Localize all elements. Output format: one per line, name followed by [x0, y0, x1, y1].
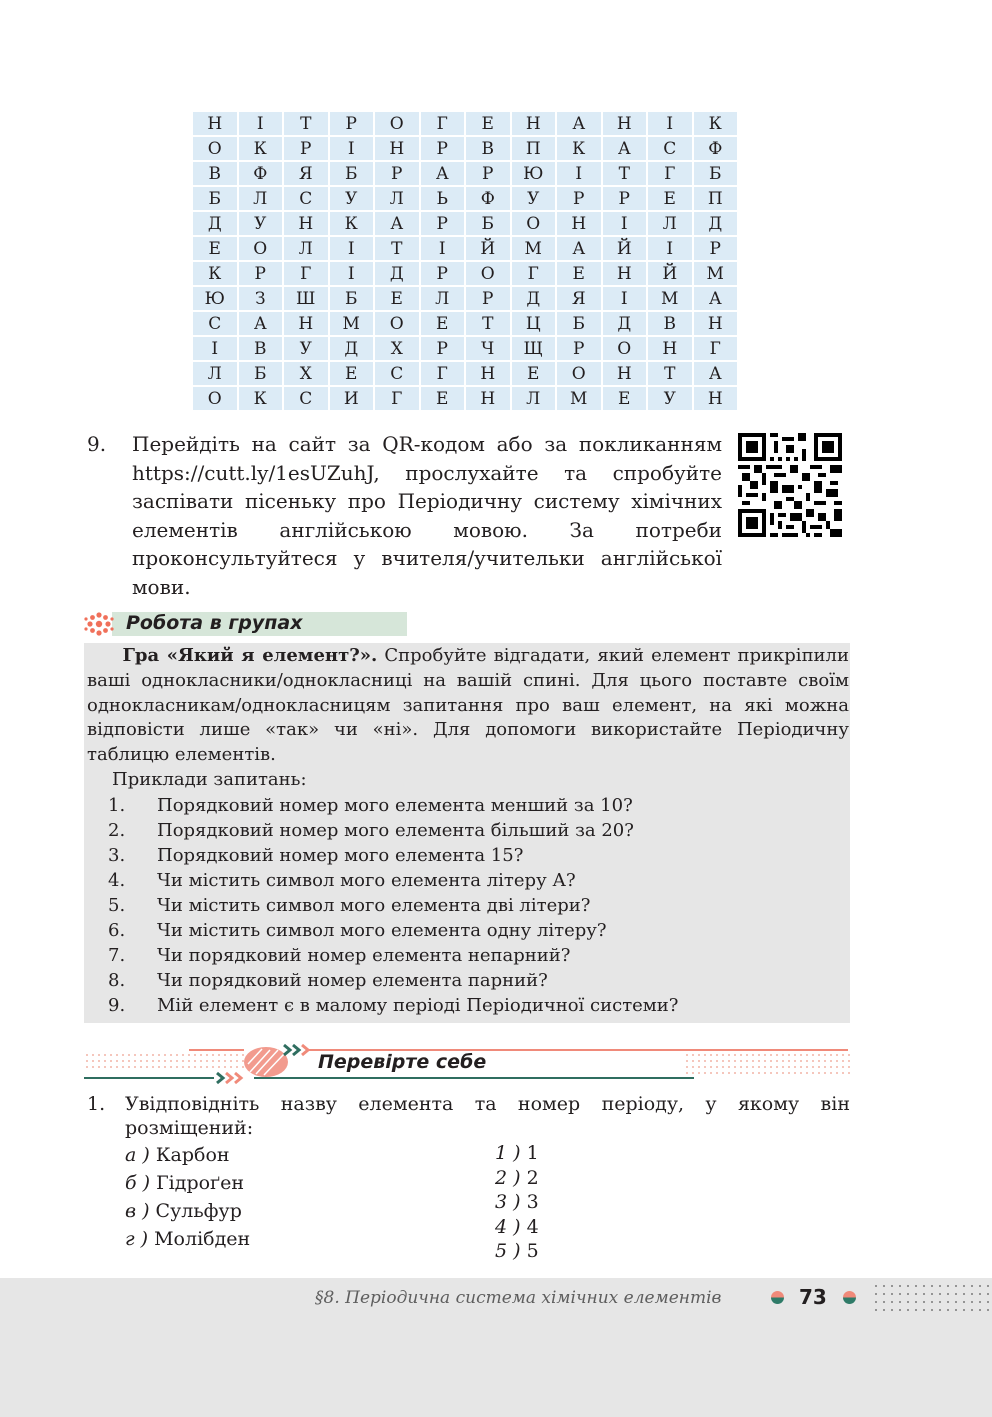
grid-cell: І: [239, 112, 283, 135]
grid-cell: Я: [284, 162, 328, 185]
grid-cell: Р: [466, 162, 510, 185]
option-item: [125, 1141, 250, 1169]
dot-pattern-decoration: [872, 1282, 992, 1314]
grid-cell: Е: [421, 312, 465, 335]
grid-cell: У: [330, 187, 374, 210]
grid-cell: Д: [694, 212, 738, 235]
grid-cell: Р: [466, 287, 510, 310]
grid-cell: Н: [284, 312, 328, 335]
grid-cell: І: [330, 137, 374, 160]
grid-cell: Л: [239, 187, 283, 210]
grid-cell: Б: [557, 312, 601, 335]
grid-cell: Л: [512, 387, 556, 410]
check-yourself-header: [84, 1040, 850, 1088]
item-number: 3.: [108, 845, 126, 866]
grid-cell: Т: [603, 162, 647, 185]
grid-cell: І: [603, 212, 647, 235]
grid-cell: З: [239, 287, 283, 310]
grid-cell: П: [512, 137, 556, 160]
item-key: г ): [125, 1228, 149, 1250]
grid-cell: О: [603, 337, 647, 360]
questions-list: [108, 793, 678, 1018]
period-answers: [495, 1141, 539, 1264]
answer-item: [495, 1141, 539, 1166]
grid-cell: Я: [557, 287, 601, 310]
element-options: [125, 1141, 250, 1253]
qr-code-icon[interactable]: [738, 433, 842, 537]
item-text: Чи містить символ мого елемента літеру А?: [157, 870, 576, 891]
item-number: 5.: [108, 895, 126, 916]
item-number: 4.: [108, 870, 126, 891]
item-text: Гідроґен: [150, 1172, 245, 1194]
grid-cell: Р: [694, 237, 738, 260]
grid-cell: Ф: [466, 187, 510, 210]
item-text: Порядковий номер мого елемента більший за 20?: [157, 820, 634, 841]
grid-cell: А: [603, 137, 647, 160]
grid-cell: М: [648, 287, 692, 310]
grid-cell: Г: [284, 262, 328, 285]
item-number: 2.: [108, 820, 126, 841]
section-title: Перевірте себе: [318, 1051, 487, 1073]
list-item: [108, 918, 678, 943]
grid-cell: Н: [603, 112, 647, 135]
grid-cell: М: [512, 237, 556, 260]
list-item: [108, 793, 678, 818]
grid-cell: Ю: [512, 162, 556, 185]
item-text: Чи містить символ мого елемента одну літеру?: [157, 920, 607, 941]
grid-cell: С: [375, 362, 419, 385]
task-text: Увідповідніть назву елемента та номер періоду, у якому він розміщений:: [125, 1093, 850, 1139]
grid-cell: Р: [421, 262, 465, 285]
item-text: 3: [520, 1191, 539, 1213]
grid-cell: В: [193, 162, 237, 185]
grid-cell: О: [193, 387, 237, 410]
grid-cell: Е: [603, 387, 647, 410]
grid-cell: Ц: [512, 312, 556, 335]
grid-cell: Б: [330, 162, 374, 185]
task-number: 9.: [87, 432, 107, 456]
game-description: [87, 644, 849, 768]
grid-cell: Р: [330, 112, 374, 135]
item-text: Порядковий номер мого елемента менший за 10?: [157, 795, 633, 816]
item-number: 1.: [108, 795, 126, 816]
grid-cell: Б: [330, 287, 374, 310]
grid-cell: К: [193, 262, 237, 285]
grid-cell: Х: [375, 337, 419, 360]
grid-cell: У: [239, 212, 283, 235]
grid-cell: М: [694, 262, 738, 285]
grid-cell: А: [557, 237, 601, 260]
list-item: [108, 893, 678, 918]
item-key: а ): [125, 1144, 150, 1166]
option-item: [125, 1169, 250, 1197]
grid-cell: А: [557, 112, 601, 135]
grid-cell: Г: [421, 112, 465, 135]
bullet-icon: [843, 1291, 856, 1304]
grid-cell: Р: [557, 187, 601, 210]
grid-cell: Л: [648, 212, 692, 235]
grid-cell: А: [375, 212, 419, 235]
grid-cell: Н: [466, 387, 510, 410]
item-number: 9.: [108, 995, 126, 1016]
grid-cell: Ь: [421, 187, 465, 210]
grid-cell: К: [239, 137, 283, 160]
item-text: Мій елемент є в малому періоді Періодичної системи?: [157, 995, 679, 1016]
page-number: 73: [799, 1285, 827, 1309]
grid-cell: У: [648, 387, 692, 410]
grid-cell: П: [694, 187, 738, 210]
grid-cell: О: [512, 212, 556, 235]
grid-cell: Ю: [193, 287, 237, 310]
list-item: [108, 968, 678, 993]
grid-cell: В: [239, 337, 283, 360]
grid-cell: Р: [239, 262, 283, 285]
grid-cell: Е: [512, 362, 556, 385]
grid-cell: Р: [375, 162, 419, 185]
grid-cell: І: [603, 287, 647, 310]
item-text: 1: [520, 1142, 539, 1164]
answer-item: [495, 1215, 539, 1240]
grid-cell: І: [330, 262, 374, 285]
grid-cell: Е: [466, 112, 510, 135]
grid-cell: Ч: [466, 337, 510, 360]
grid-cell: Н: [284, 212, 328, 235]
grid-cell: Т: [648, 362, 692, 385]
grid-cell: К: [557, 137, 601, 160]
grid-cell: Т: [466, 312, 510, 335]
list-item: [108, 818, 678, 843]
grid-cell: Ш: [284, 287, 328, 310]
answer-item: [495, 1190, 539, 1215]
item-key: б ): [125, 1172, 151, 1194]
item-key: в ): [125, 1200, 150, 1222]
grid-cell: І: [648, 112, 692, 135]
grid-cell: О: [375, 112, 419, 135]
grid-cell: І: [193, 337, 237, 360]
grid-cell: Л: [421, 287, 465, 310]
item-text: 2: [520, 1166, 539, 1189]
grid-cell: Ф: [239, 162, 283, 185]
grid-cell: Е: [375, 287, 419, 310]
answer-item: [495, 1239, 539, 1264]
item-text: 5: [520, 1240, 539, 1262]
grid-cell: У: [512, 187, 556, 210]
item-number: 7.: [108, 945, 126, 966]
grid-cell: С: [193, 312, 237, 335]
grid-cell: Р: [284, 137, 328, 160]
grid-cell: Р: [603, 187, 647, 210]
grid-cell: Б: [239, 362, 283, 385]
page-footer: [0, 1278, 992, 1417]
grid-cell: Д: [603, 312, 647, 335]
grid-cell: М: [557, 387, 601, 410]
grid-cell: І: [557, 162, 601, 185]
grid-cell: К: [239, 387, 283, 410]
grid-cell: О: [375, 312, 419, 335]
grid-cell: Е: [421, 387, 465, 410]
grid-cell: А: [694, 362, 738, 385]
task-text: Перейдіть на сайт за QR-кодом або за покликанням https://cutt.ly/1esUZuhJ, прослухайте та спробуйте заспівати пісеньку про Періодичну систему хімічних елементів англійською мовою. За потреби проконсультуйтеся у вчителя/учительки англійської мови.: [132, 432, 722, 599]
grid-cell: Б: [466, 212, 510, 235]
grid-cell: Ф: [694, 137, 738, 160]
grid-cell: Р: [557, 337, 601, 360]
grid-cell: Р: [421, 212, 465, 235]
group-work-box: [84, 643, 850, 1023]
item-text: 4: [520, 1215, 539, 1238]
grid-cell: Д: [512, 287, 556, 310]
game-title: Гра «Який я елемент?».: [122, 645, 378, 666]
item-key: 2 ): [495, 1166, 521, 1189]
grid-cell: Н: [557, 212, 601, 235]
grid-cell: В: [648, 312, 692, 335]
grid-cell: Г: [648, 162, 692, 185]
grid-cell: Е: [557, 262, 601, 285]
item-key: 4 ): [495, 1215, 521, 1238]
word-search-grid: [193, 112, 737, 410]
grid-cell: Г: [375, 387, 419, 410]
grid-cell: О: [557, 362, 601, 385]
item-text: Сульфур: [149, 1200, 242, 1222]
grid-cell: Й: [466, 237, 510, 260]
item-text: Молібден: [148, 1228, 251, 1250]
item-text: Карбон: [149, 1144, 230, 1166]
item-key: 1 ): [495, 1142, 521, 1164]
grid-cell: Б: [694, 162, 738, 185]
grid-cell: Е: [648, 187, 692, 210]
list-item: [108, 943, 678, 968]
grid-cell: Н: [694, 312, 738, 335]
grid-cell: Р: [421, 137, 465, 160]
grid-cell: Д: [375, 262, 419, 285]
grid-cell: Т: [375, 237, 419, 260]
grid-cell: М: [330, 312, 374, 335]
grid-cell: Г: [512, 262, 556, 285]
list-item: [108, 843, 678, 868]
grid-cell: Р: [421, 337, 465, 360]
footer-caption: §8. Періодична система хімічних елементів: [315, 1288, 722, 1308]
task-number: 1.: [87, 1093, 106, 1115]
grid-cell: Й: [648, 262, 692, 285]
grid-cell: Н: [466, 362, 510, 385]
answer-item: [495, 1166, 539, 1191]
grid-cell: С: [284, 187, 328, 210]
grid-cell: О: [466, 262, 510, 285]
item-text: Порядковий номер мого елемента 15?: [157, 845, 524, 866]
item-key: 3 ): [495, 1191, 521, 1213]
grid-cell: А: [239, 312, 283, 335]
grid-cell: С: [284, 387, 328, 410]
grid-cell: І: [330, 237, 374, 260]
grid-cell: Т: [284, 112, 328, 135]
grid-cell: У: [284, 337, 328, 360]
option-item: [125, 1225, 250, 1253]
grid-cell: Л: [193, 362, 237, 385]
grid-cell: Н: [694, 387, 738, 410]
grid-cell: Н: [512, 112, 556, 135]
grid-cell: Г: [694, 337, 738, 360]
grid-cell: Н: [375, 137, 419, 160]
grid-cell: К: [694, 112, 738, 135]
grid-cell: Н: [603, 262, 647, 285]
grid-cell: Е: [193, 237, 237, 260]
group-work-header: [84, 610, 324, 638]
grid-cell: Г: [421, 362, 465, 385]
grid-cell: Л: [284, 237, 328, 260]
game-text: Спробуйте відгадати, який елемент прикріпили ваші однокласники/однокласниці на вашій спині. Для цього поставте своїм однокласникам/однокласницям запитання про ваш елемент, на які можна відповісти лише «так» чи «ні». Для допомоги використайте Періодичну таблицю елементів.: [87, 645, 849, 766]
section-title: Робота в групах: [126, 612, 303, 634]
grid-cell: А: [694, 287, 738, 310]
grid-cell: Н: [603, 362, 647, 385]
grid-cell: И: [330, 387, 374, 410]
grid-cell: Х: [284, 362, 328, 385]
group-dots-icon: [84, 610, 114, 638]
grid-cell: Д: [193, 212, 237, 235]
option-item: [125, 1197, 250, 1225]
grid-cell: С: [648, 137, 692, 160]
grid-cell: І: [421, 237, 465, 260]
item-text: Чи порядковий номер елемента непарний?: [157, 945, 571, 966]
bullet-icon: [771, 1291, 784, 1304]
grid-cell: Л: [375, 187, 419, 210]
grid-cell: О: [239, 237, 283, 260]
grid-cell: Н: [648, 337, 692, 360]
item-text: Чи порядковий номер елемента парний?: [157, 970, 548, 991]
grid-cell: І: [648, 237, 692, 260]
list-item: [108, 868, 678, 893]
grid-cell: В: [466, 137, 510, 160]
grid-cell: Щ: [512, 337, 556, 360]
grid-cell: А: [421, 162, 465, 185]
item-number: 8.: [108, 970, 126, 991]
item-text: Чи містить символ мого елемента дві літери?: [157, 895, 591, 916]
grid-cell: К: [330, 212, 374, 235]
grid-cell: Д: [330, 337, 374, 360]
grid-cell: О: [193, 137, 237, 160]
grid-cell: Е: [330, 362, 374, 385]
grid-cell: Н: [193, 112, 237, 135]
item-key: 5 ): [495, 1240, 521, 1262]
grid-cell: Б: [193, 187, 237, 210]
grid-cell: Й: [603, 237, 647, 260]
examples-label: Приклади запитань:: [112, 769, 307, 790]
item-number: 6.: [108, 920, 126, 941]
list-item: [108, 993, 678, 1018]
